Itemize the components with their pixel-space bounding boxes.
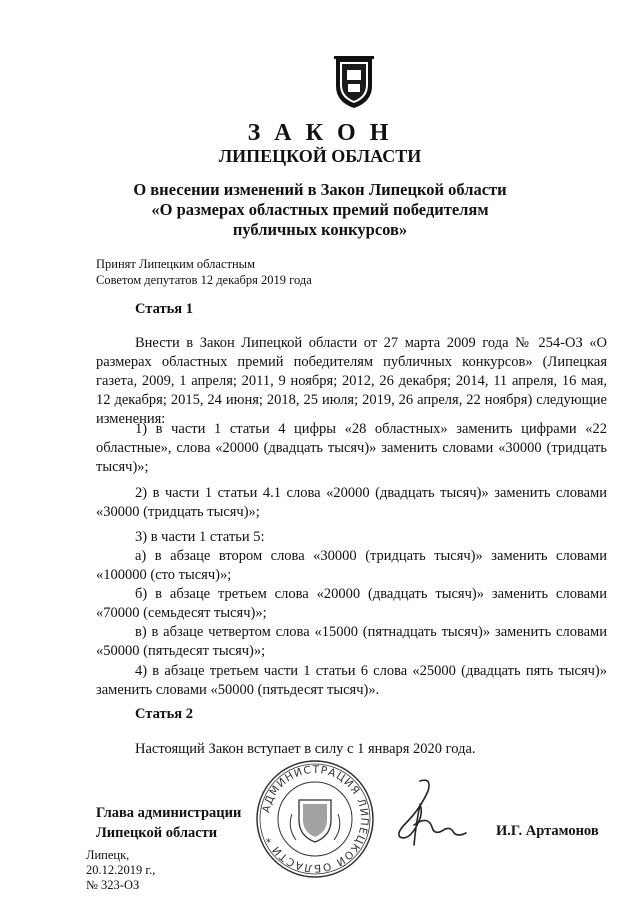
position-line: Липецкой области (96, 825, 218, 841)
adoption-line: Принят Липецким областным (96, 257, 255, 271)
seal-text: АДМИНИСТРАЦИЯ ЛИПЕЦКОЙ ОБЛАСТИ * (260, 763, 371, 875)
footer-line: 20.12.2019 г., (86, 863, 156, 877)
article-1-item-3c: в) в абзаце четвертом слова «15000 (пятнадцать тысяч)» заменить словами «50000 (пятьдесят тысяч)»; (96, 624, 607, 659)
article-1-item-4: 4) в абзаце третьем части 1 статьи 6 слова «25000 (двадцать пять тысяч)» заменить словами «50000 (пятьдесят тысяч)». (96, 663, 607, 698)
article-1-heading: Статья 1 (135, 301, 193, 317)
article-2-heading: Статья 2 (135, 706, 193, 722)
footer-line: Липецк, (86, 848, 130, 862)
document-footer (86, 848, 155, 893)
article-1-item-3b: б) в абзаце третьем слова «20000 (двадцать тысяч)» заменить словами «70000 (семьдесят тысяч)»; (96, 586, 607, 621)
signatory-position (96, 803, 241, 843)
coat-of-arms-icon (330, 56, 378, 110)
position-line: Глава администрации (96, 805, 242, 821)
article-1-item-2: 2) в части 1 статьи 4.1 слова «20000 (двадцать тысяч)» заменить словами «30000 (тридцать тысяч)»; (96, 485, 607, 520)
law-subject (0, 180, 640, 240)
article-2-text: Настоящий Закон вступает в силу с 1 января 2020 года. (135, 741, 476, 757)
handwritten-signature-icon (380, 775, 470, 855)
subject-line: «О размерах областных премий победителям (151, 200, 489, 219)
law-title: З А К О Н (247, 120, 393, 146)
footer-line: № 323-ОЗ (86, 878, 140, 892)
article-1-intro: Внести в Закон Липецкой области от 27 марта 2009 года № 254-ОЗ «О размерах областных премий победителям публичных конкурсов» (Липецкая газета, 2009, 1 апреля; 2011, 9 ноября; 2012, 26 декабря; 2014, 11 апреля, 16 мая, 12 декабря; 2015, 24 июня; 2018, 25 июля; 2019, 26 апреля, 22 ноября) следующие изменения: (96, 335, 607, 427)
subject-line: публичных конкурсов» (232, 220, 408, 239)
subject-line: О внесении изменений в Закон Липецкой области (133, 180, 507, 199)
article-1-item-1: 1) в части 1 статьи 4 цифры «28 областных» заменить цифрами «22 областные», слова «20000 (двадцать тысяч)» заменить словами «30000 (тридцать тысяч)»; (96, 421, 607, 475)
signatory-name: И.Г. Артамонов (496, 823, 599, 839)
official-seal-icon (254, 758, 376, 880)
region-title: ЛИПЕЦКОЙ ОБЛАСТИ (218, 146, 422, 166)
article-1-item-3a: а) в абзаце втором слова «30000 (тридцать тысяч)» заменить словами «100000 (сто тысяч)»; (96, 548, 607, 583)
adoption-note (96, 256, 312, 288)
article-1-item-3: 3) в части 1 статьи 5: (135, 529, 265, 545)
adoption-line: Советом депутатов 12 декабря 2019 года (96, 273, 312, 287)
